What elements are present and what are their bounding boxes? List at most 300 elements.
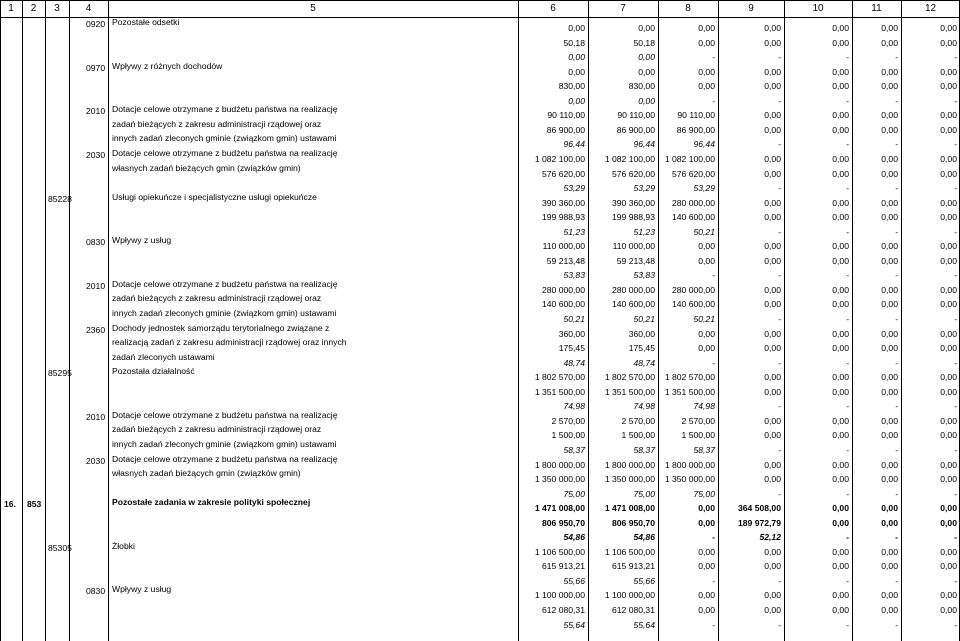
value-cell: 0,00 — [764, 241, 781, 252]
column-divider — [22, 0, 23, 641]
value-cell: 110 000,00 — [542, 241, 585, 252]
value-cell: - — [846, 532, 849, 543]
value-cell: 0,00 — [638, 66, 655, 77]
value-cell: 0,00 — [881, 372, 898, 383]
value-cell: 0,00 — [881, 590, 898, 601]
value-cell: 0,00 — [832, 459, 849, 470]
value-cell: 0,00 — [832, 153, 849, 164]
value-cell: - — [846, 619, 849, 630]
value-cell: 0,00 — [832, 66, 849, 77]
value-cell: - — [846, 488, 849, 499]
value-cell: 0,00 — [940, 386, 957, 397]
value-cell: - — [846, 401, 849, 412]
value-cell: 175,45 — [628, 343, 655, 354]
value-cell: 0,00 — [881, 255, 898, 266]
value-cell: 0,00 — [881, 81, 898, 92]
value-cell: - — [895, 183, 898, 194]
row-description: innych zadań zleconych gminie (związkom gmin) ustawami — [112, 308, 337, 318]
value-cell: 0,00 — [832, 343, 849, 354]
value-cell: 90 110,00 — [677, 110, 715, 121]
value-cell: 0,00 — [881, 168, 898, 179]
value-cell: 51,23 — [563, 226, 585, 237]
value-cell: 0,00 — [698, 328, 715, 339]
value-cell: 0,00 — [940, 197, 957, 208]
value-cell: 0,00 — [940, 284, 957, 295]
value-cell: 0,00 — [832, 590, 849, 601]
value-cell: 0,00 — [881, 343, 898, 354]
value-cell: 0,00 — [881, 284, 898, 295]
value-cell: - — [954, 270, 957, 281]
value-cell: 0,00 — [832, 124, 849, 135]
value-cell: 51,23 — [633, 226, 655, 237]
value-cell: 0,00 — [764, 23, 781, 33]
value-cell: 2 570,00 — [621, 415, 655, 426]
value-cell: 0,00 — [940, 605, 957, 615]
value-cell: 0,00 — [764, 590, 781, 601]
value-cell: 189 972,79 — [737, 517, 781, 528]
value-cell: - — [954, 95, 957, 106]
column-header: 7 — [620, 3, 626, 14]
value-cell: 0,00 — [764, 66, 781, 77]
value-cell: 0,00 — [940, 299, 957, 310]
value-cell: 0,00 — [940, 66, 957, 77]
value-cell: 0,00 — [832, 81, 849, 92]
value-cell: - — [778, 314, 781, 324]
value-cell: 75,00 — [563, 488, 585, 499]
value-cell: - — [778, 183, 781, 194]
value-cell: 50,18 — [633, 37, 655, 48]
value-cell: 86 900,00 — [676, 124, 715, 135]
value-cell: 2 570,00 — [551, 415, 585, 426]
value-cell: 0,00 — [940, 328, 957, 339]
value-cell: 110 000,00 — [612, 241, 655, 252]
row-description: Dotacje celowe otrzymane z budżetu państwa na realizację — [112, 409, 338, 420]
value-cell: 1 106 500,00 — [604, 546, 655, 557]
chapter-number: 16. — [4, 499, 16, 510]
row-description: Dotacje celowe otrzymane z budżetu państwa na realizację — [112, 147, 338, 158]
value-cell: 0,00 — [940, 343, 957, 354]
value-cell: 0,00 — [698, 255, 715, 266]
value-cell: 48,74 — [633, 357, 655, 368]
value-cell: 0,00 — [638, 23, 655, 33]
value-cell: 75,00 — [693, 488, 715, 499]
paragraph-code: 2010 — [86, 280, 106, 291]
value-cell: 0,00 — [832, 37, 849, 48]
row-description: zadań bieżących z zakresu administracji rządowej oraz — [112, 118, 322, 129]
value-cell: 74,98 — [633, 401, 655, 412]
value-cell: - — [895, 575, 898, 586]
column-header: 8 — [685, 3, 691, 14]
value-cell: 1 351 500,00 — [604, 386, 655, 397]
row-description: Wpływy z różnych dochodów — [112, 60, 223, 71]
row-description: Usługi opiekuńcze i specjalistyczne usługi opiekuńcze — [112, 191, 317, 202]
value-cell: - — [846, 575, 849, 586]
row-description: Pozostałe zadania w zakresie polityki społecznej — [112, 497, 311, 508]
value-cell: 74,98 — [563, 401, 585, 412]
paragraph-code: 0970 — [86, 62, 106, 73]
value-cell: 0,00 — [940, 415, 957, 426]
value-cell: 0,00 — [940, 23, 957, 33]
value-cell: - — [712, 52, 715, 63]
value-cell: 0,00 — [764, 153, 781, 164]
row-description: zadań zleconych ustawami — [112, 351, 215, 362]
value-cell: 0,00 — [764, 430, 781, 441]
value-cell: 0,00 — [568, 52, 585, 63]
value-cell: 0,00 — [881, 37, 898, 48]
row-description: Dotacje celowe otrzymane z budżetu państwa na realizację — [112, 278, 338, 289]
value-cell: 0,00 — [764, 255, 781, 266]
value-cell: - — [954, 444, 957, 455]
value-cell: 0,00 — [638, 52, 655, 63]
value-cell: - — [846, 314, 849, 324]
value-cell: 0,00 — [764, 124, 781, 135]
value-cell: 140 600,00 — [671, 299, 715, 310]
value-cell: 1 471 008,00 — [604, 503, 655, 514]
value-cell: 86 900,00 — [616, 124, 655, 135]
value-cell: 1 082 100,00 — [604, 153, 655, 164]
value-cell: 0,00 — [764, 284, 781, 295]
value-cell: 0,00 — [881, 241, 898, 252]
value-cell: - — [846, 95, 849, 106]
value-cell: 0,00 — [940, 124, 957, 135]
column-header: 5 — [310, 3, 316, 14]
paragraph-code: 2010 — [86, 411, 106, 422]
value-cell: 0,00 — [940, 37, 957, 48]
value-cell: 1 800 000,00 — [604, 459, 655, 470]
value-cell: 54,86 — [633, 532, 655, 543]
value-cell: 0,00 — [881, 546, 898, 557]
column-header: 2 — [30, 3, 37, 14]
column-divider — [45, 0, 46, 641]
value-cell: 0,00 — [881, 153, 898, 164]
value-cell: 53,83 — [563, 270, 585, 281]
row-description: Wpływy z usług — [112, 235, 172, 246]
value-cell: 50,18 — [563, 37, 585, 48]
value-cell: 0,00 — [940, 430, 957, 441]
column-header: 10 — [812, 3, 824, 14]
value-cell: 1 802 570,00 — [534, 372, 585, 383]
value-cell: - — [778, 139, 781, 150]
value-cell: 0,00 — [940, 372, 957, 383]
row-description: innych zadań zleconych gminie (związkom gmin) ustawami — [112, 438, 337, 449]
value-cell: 0,00 — [940, 153, 957, 164]
value-cell: - — [778, 226, 781, 237]
row-description: Pozostała działalność — [112, 366, 195, 377]
value-cell: 360,00 — [628, 328, 655, 339]
value-cell: 96,44 — [633, 139, 655, 150]
value-cell: - — [778, 95, 781, 106]
row-description: Pozostałe odsetki — [112, 17, 180, 27]
value-cell: 53,29 — [693, 183, 715, 194]
value-cell: 0,00 — [881, 415, 898, 426]
value-cell: 0,00 — [881, 474, 898, 485]
value-cell: 0,00 — [832, 386, 849, 397]
value-cell: 0,00 — [568, 23, 585, 33]
column-header: 4 — [85, 3, 92, 14]
value-cell: 0,00 — [881, 197, 898, 208]
value-cell: 86 900,00 — [546, 124, 585, 135]
paragraph-code: 2030 — [86, 455, 106, 466]
value-cell: 1 082 100,00 — [664, 153, 715, 164]
value-cell: - — [712, 95, 715, 106]
value-cell: 0,00 — [832, 372, 849, 383]
value-cell: 0,00 — [881, 605, 898, 615]
value-cell: 1 106 500,00 — [534, 546, 585, 557]
value-cell: - — [778, 444, 781, 455]
value-cell: - — [954, 488, 957, 499]
value-cell: - — [895, 401, 898, 412]
value-cell: 0,00 — [832, 328, 849, 339]
value-cell: - — [712, 619, 715, 630]
value-cell: - — [846, 444, 849, 455]
value-cell: 280 000,00 — [611, 284, 655, 295]
value-cell: 140 600,00 — [671, 212, 715, 223]
value-cell: 0,00 — [881, 561, 898, 572]
value-cell: - — [846, 226, 849, 237]
value-cell: 1 100 000,00 — [534, 590, 585, 601]
column-header: 11 — [871, 3, 882, 14]
column-header: 1 — [8, 3, 14, 14]
value-cell: 0,00 — [940, 546, 957, 557]
value-cell: 0,00 — [940, 590, 957, 601]
value-cell: 615 913,21 — [541, 561, 585, 572]
value-cell: 53,83 — [633, 270, 655, 281]
value-cell: - — [778, 270, 781, 281]
value-cell: 1 082 100,00 — [534, 153, 585, 164]
value-cell: 612 080,31 — [541, 605, 585, 615]
value-cell: 0,00 — [940, 255, 957, 266]
value-cell: 48,74 — [563, 357, 585, 368]
value-cell: 1 802 570,00 — [604, 372, 655, 383]
value-cell: 0,00 — [940, 241, 957, 252]
value-cell: 52,12 — [759, 532, 781, 543]
value-cell: - — [895, 444, 898, 455]
value-cell: 0,00 — [832, 299, 849, 310]
value-cell: 0,00 — [832, 168, 849, 179]
value-cell: 175,45 — [558, 343, 585, 354]
value-cell: 0,00 — [940, 459, 957, 470]
value-cell: 1 800 000,00 — [664, 459, 715, 470]
value-cell: 0,00 — [764, 605, 781, 615]
value-cell: 0,00 — [832, 110, 849, 121]
value-cell: 55,66 — [563, 575, 585, 586]
value-cell: 615 913,21 — [611, 561, 655, 572]
paragraph-code: 2030 — [86, 149, 106, 160]
value-cell: 364 508,00 — [737, 503, 781, 514]
value-cell: - — [954, 532, 957, 543]
value-cell: - — [954, 357, 957, 368]
value-cell: 0,00 — [764, 474, 781, 485]
value-cell: 390 360,00 — [541, 197, 585, 208]
value-cell: - — [954, 139, 957, 150]
value-cell: 0,00 — [764, 81, 781, 92]
value-cell: 2 570,00 — [681, 415, 715, 426]
value-cell: 0,00 — [940, 81, 957, 92]
value-cell: 0,00 — [832, 517, 849, 528]
row-description: własnych zadań bieżących gmin (związków gmin) — [112, 162, 301, 173]
value-cell: 1 351 500,00 — [664, 386, 715, 397]
value-cell: 0,00 — [832, 415, 849, 426]
value-cell: 0,00 — [881, 110, 898, 121]
value-cell: 58,37 — [693, 444, 715, 455]
value-cell: 90 110,00 — [617, 110, 655, 121]
paragraph-code: 0830 — [86, 237, 106, 248]
value-cell: 612 080,31 — [611, 605, 655, 615]
value-cell: 1 350 000,00 — [664, 474, 715, 485]
row-description: Dotacje celowe otrzymane z budżetu państwa na realizację — [112, 104, 338, 115]
row-description: Żłobki — [112, 540, 135, 551]
subsection-code: 85305 — [48, 542, 72, 553]
subsection-code: 85295 — [48, 368, 72, 379]
value-cell: - — [895, 226, 898, 237]
value-cell: 0,00 — [698, 546, 715, 557]
value-cell: 0,00 — [764, 343, 781, 354]
row-description: Dotacje celowe otrzymane z budżetu państwa na realizację — [112, 453, 338, 464]
row-description: zadań bieżących z zakresu administracji rządowej oraz — [112, 293, 322, 304]
value-cell: - — [954, 314, 957, 324]
value-cell: - — [712, 357, 715, 368]
value-cell: 0,00 — [940, 110, 957, 121]
value-cell: 59 213,48 — [616, 255, 655, 266]
value-cell: 0,00 — [764, 37, 781, 48]
value-cell: 199 988,93 — [541, 212, 585, 223]
value-cell: 0,00 — [698, 605, 715, 615]
value-cell: - — [846, 139, 849, 150]
row-description: własnych zadań bieżących gmin (związków gmin) — [112, 468, 301, 479]
value-cell: - — [778, 619, 781, 630]
value-cell: 0,00 — [940, 212, 957, 223]
value-cell: - — [895, 52, 898, 63]
value-cell: 0,00 — [764, 546, 781, 557]
value-cell: 0,00 — [764, 299, 781, 310]
value-cell: 0,00 — [881, 66, 898, 77]
value-cell: 50,21 — [563, 314, 585, 324]
paragraph-code: 0920 — [86, 19, 106, 29]
value-cell: 0,00 — [881, 23, 898, 33]
value-cell: 0,00 — [832, 430, 849, 441]
value-cell: 1 500,00 — [681, 430, 715, 441]
value-cell: 280 000,00 — [671, 197, 715, 208]
value-cell: 140 600,00 — [611, 299, 655, 310]
column-header: 9 — [748, 3, 754, 14]
value-cell: 1 471 008,00 — [534, 503, 585, 514]
value-cell: 830,00 — [628, 81, 655, 92]
value-cell: 1 350 000,00 — [534, 474, 585, 485]
subsection-code: 85228 — [48, 193, 72, 204]
value-cell: 53,29 — [633, 183, 655, 194]
value-cell: 0,00 — [698, 503, 715, 514]
value-cell: 0,00 — [832, 561, 849, 572]
value-cell: 0,00 — [881, 212, 898, 223]
value-cell: 0,00 — [881, 386, 898, 397]
value-cell: 0,00 — [698, 66, 715, 77]
value-cell: 96,44 — [693, 139, 715, 150]
column-divider — [108, 0, 109, 641]
value-cell: 140 600,00 — [541, 299, 585, 310]
value-cell: 0,00 — [764, 415, 781, 426]
value-cell: 0,00 — [832, 284, 849, 295]
value-cell: 0,00 — [940, 474, 957, 485]
value-cell: 0,00 — [832, 241, 849, 252]
value-cell: 0,00 — [698, 590, 715, 601]
column-divider — [0, 0, 1, 641]
column-header: 6 — [550, 3, 556, 14]
value-cell: 58,37 — [633, 444, 655, 455]
value-cell: 1 800 000,00 — [534, 459, 585, 470]
value-cell: 0,00 — [881, 503, 898, 514]
value-cell: - — [895, 270, 898, 281]
value-cell: - — [954, 183, 957, 194]
value-cell: 0,00 — [832, 546, 849, 557]
value-cell: - — [712, 532, 715, 543]
value-cell: 74,98 — [693, 401, 715, 412]
section-code: 853 — [27, 499, 42, 510]
value-cell: 0,00 — [832, 503, 849, 514]
value-cell: 0,00 — [764, 168, 781, 179]
value-cell: - — [895, 314, 898, 324]
value-cell: 54,86 — [563, 532, 585, 543]
value-cell: 280 000,00 — [671, 284, 715, 295]
value-cell: 0,00 — [764, 561, 781, 572]
column-header: 12 — [924, 3, 937, 14]
value-cell: 90 110,00 — [547, 110, 585, 121]
value-cell: 1 350 000,00 — [604, 474, 655, 485]
value-cell: 0,00 — [881, 517, 898, 528]
value-cell: 0,00 — [698, 343, 715, 354]
value-cell: 360,00 — [558, 328, 585, 339]
value-cell: 0,00 — [764, 386, 781, 397]
value-cell: 55,66 — [633, 575, 655, 586]
value-cell: 0,00 — [940, 168, 957, 179]
column-header: 3 — [54, 3, 60, 14]
value-cell: 199 988,93 — [611, 212, 655, 223]
value-cell: - — [895, 95, 898, 106]
value-cell: - — [778, 52, 781, 63]
row-description: realizacją zadań z zakresu administracji rządowej oraz innych — [112, 337, 347, 348]
value-cell: 1 351 500,00 — [534, 386, 585, 397]
value-cell: 0,00 — [698, 561, 715, 572]
value-cell: - — [954, 52, 957, 63]
value-cell: - — [846, 183, 849, 194]
value-cell: 576 620,00 — [541, 168, 585, 179]
value-cell: 0,00 — [881, 459, 898, 470]
value-cell: - — [954, 619, 957, 630]
value-cell: 0,00 — [881, 430, 898, 441]
value-cell: 806 950,70 — [541, 517, 585, 528]
paragraph-code: 2010 — [86, 106, 106, 117]
value-cell: 50,21 — [633, 314, 655, 324]
value-cell: - — [895, 619, 898, 630]
value-cell: - — [895, 357, 898, 368]
value-cell: 0,00 — [568, 66, 585, 77]
row-description: Dochody jednostek samorządu terytorialnego związane z — [112, 322, 330, 333]
value-cell: 55,64 — [563, 619, 585, 630]
value-cell: - — [895, 488, 898, 499]
value-cell: - — [954, 575, 957, 586]
value-cell: - — [954, 226, 957, 237]
value-cell: 0,00 — [881, 299, 898, 310]
value-cell: 0,00 — [638, 95, 655, 106]
value-cell: 830,00 — [558, 81, 585, 92]
value-cell: 0,00 — [832, 23, 849, 33]
paragraph-code: 0830 — [86, 586, 106, 597]
value-cell: 0,00 — [832, 212, 849, 223]
value-cell: 0,00 — [764, 328, 781, 339]
value-cell: 0,00 — [764, 110, 781, 121]
value-cell: 0,00 — [881, 328, 898, 339]
paragraph-code: 2360 — [86, 324, 106, 335]
value-cell: - — [954, 401, 957, 412]
